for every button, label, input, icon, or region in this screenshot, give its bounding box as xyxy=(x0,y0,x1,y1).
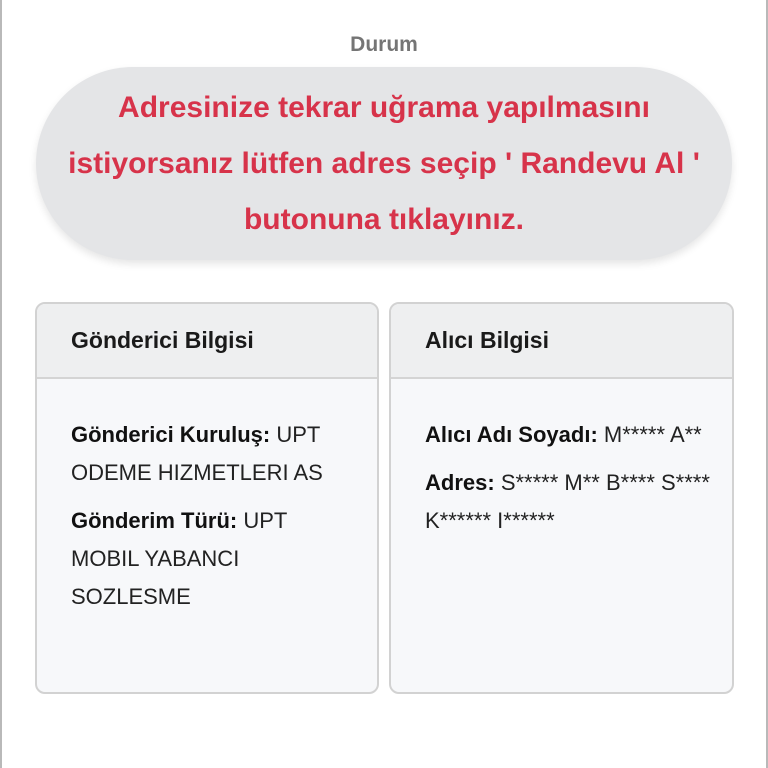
field-label: Alıcı Adı Soyadı: xyxy=(425,422,598,447)
sender-card-title: Gönderici Bilgisi xyxy=(37,304,377,379)
recipient-info-card xyxy=(389,302,734,694)
status-message-box xyxy=(36,67,732,260)
field-label: Gönderici Kuruluş: xyxy=(71,422,271,447)
field-label: Gönderim Türü: xyxy=(71,508,238,533)
status-label: Durum xyxy=(350,33,418,56)
field-value: S***** M** B**** S**** K****** I****** xyxy=(425,470,710,533)
recipient-name-field xyxy=(425,416,712,454)
sender-info-card xyxy=(35,302,379,694)
recipient-address-field xyxy=(425,464,712,540)
status-message: Adresinize tekrar uğrama yapılmasını istiyorsanız lütfen adres seçip ' Randevu Al ' butonuna tıklayınız. xyxy=(68,90,700,236)
field-label: Adres: xyxy=(425,470,495,495)
shipment-type-field xyxy=(71,502,357,616)
field-value: UPT ODEME HIZMETLERI AS xyxy=(71,422,323,485)
recipient-card-title: Alıcı Bilgisi xyxy=(391,304,732,379)
field-value: UPT MOBIL YABANCI SOZLESME xyxy=(71,508,287,609)
sender-institution-field xyxy=(71,416,357,492)
field-value: M***** A** xyxy=(603,422,702,447)
